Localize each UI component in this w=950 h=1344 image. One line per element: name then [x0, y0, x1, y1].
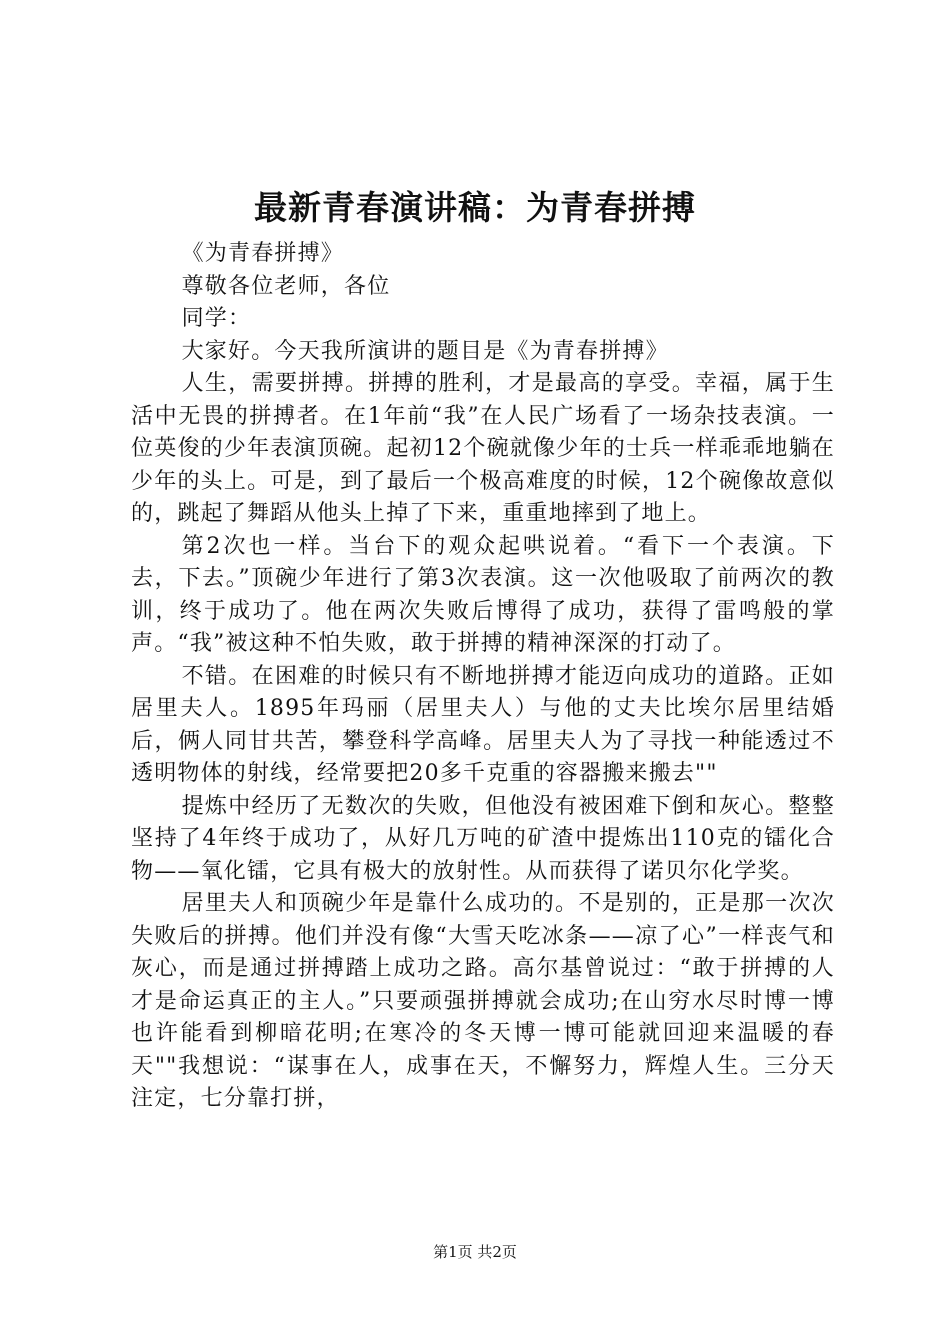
document-body	[131, 238, 835, 1116]
salutation-line-1: 尊敬各位老师，各位	[181, 273, 391, 299]
salutation-line-2: 同学：	[181, 306, 252, 331]
body-paragraph: 不错。在困难的时候只有不断地拼搏才能迈向成功的道路。正如居里夫人。1895年玛丽（居里夫人）与他的丈夫比埃尔居里结婚后，俩人同甘共苦，攀登科学高峰。居里夫人为了寻找一种能透过不透明物体的射线，经常要把20多千克重的容器搬来搬去""	[131, 663, 835, 786]
page-footer: 第1页 共2页	[433, 1243, 517, 1261]
body-paragraph: 第2次也一样。当台下的观众起哄说着。“看下一个表演。下去，下去。”顶碗少年进行了第3次表演。这一次他吸取了前两次的教训，终于成功了。他在两次失败后博得了成功，获得了雷鸣般的掌声。“我”被这种不怕失败，敢于拼搏的精神深深的打动了。	[131, 533, 835, 656]
document-title: 最新青春演讲稿：为青春拼搏	[254, 188, 696, 227]
body-paragraph: 居里夫人和顶碗少年是靠什么成功的。不是别的，正是那一次次失败后的拼搏。他们并没有像“大雪天吃冰条——凉了心”一样丧气和灰心，而是通过拼搏踏上成功之路。高尔基曾说过：“敢于拼搏的人才是命运真正的主人。”只要顽强拼搏就会成功;在山穷水尽时博一博也许能看到柳暗花明;在寒冷的冬天博一博可能就回迎来温暖的春天""我想说：“谋事在人，成事在天，不懈努力，辉煌人生。三分天注定，七分靠打拼，	[131, 891, 835, 1111]
speech-heading: 《为青春拼搏》	[181, 241, 344, 266]
body-paragraph: 人生，需要拼搏。拼搏的胜利，才是最高的享受。幸福，属于生活中无畏的拼搏者。在1年前“我”在人民广场看了一场杂技表演。一位英俊的少年表演顶碗。起初12个碗就像少年的士兵一样乖乖地躺在少年的头上。可是，到了最后一个极高难度的时候，12个碗像故意似的，跳起了舞蹈从他头上掉了下来，重重地摔到了地上。	[131, 371, 835, 526]
opening-paragraph: 大家好。今天我所演讲的题目是《为青春拼搏》	[181, 338, 669, 364]
body-paragraph: 提炼中经历了无数次的失败，但他没有被困难下倒和灰心。整整坚持了4年终于成功了，从好几万吨的矿渣中提炼出110克的镭化合物——氧化镭，它具有极大的放射性。从而获得了诺贝尔化学奖。	[131, 793, 835, 884]
